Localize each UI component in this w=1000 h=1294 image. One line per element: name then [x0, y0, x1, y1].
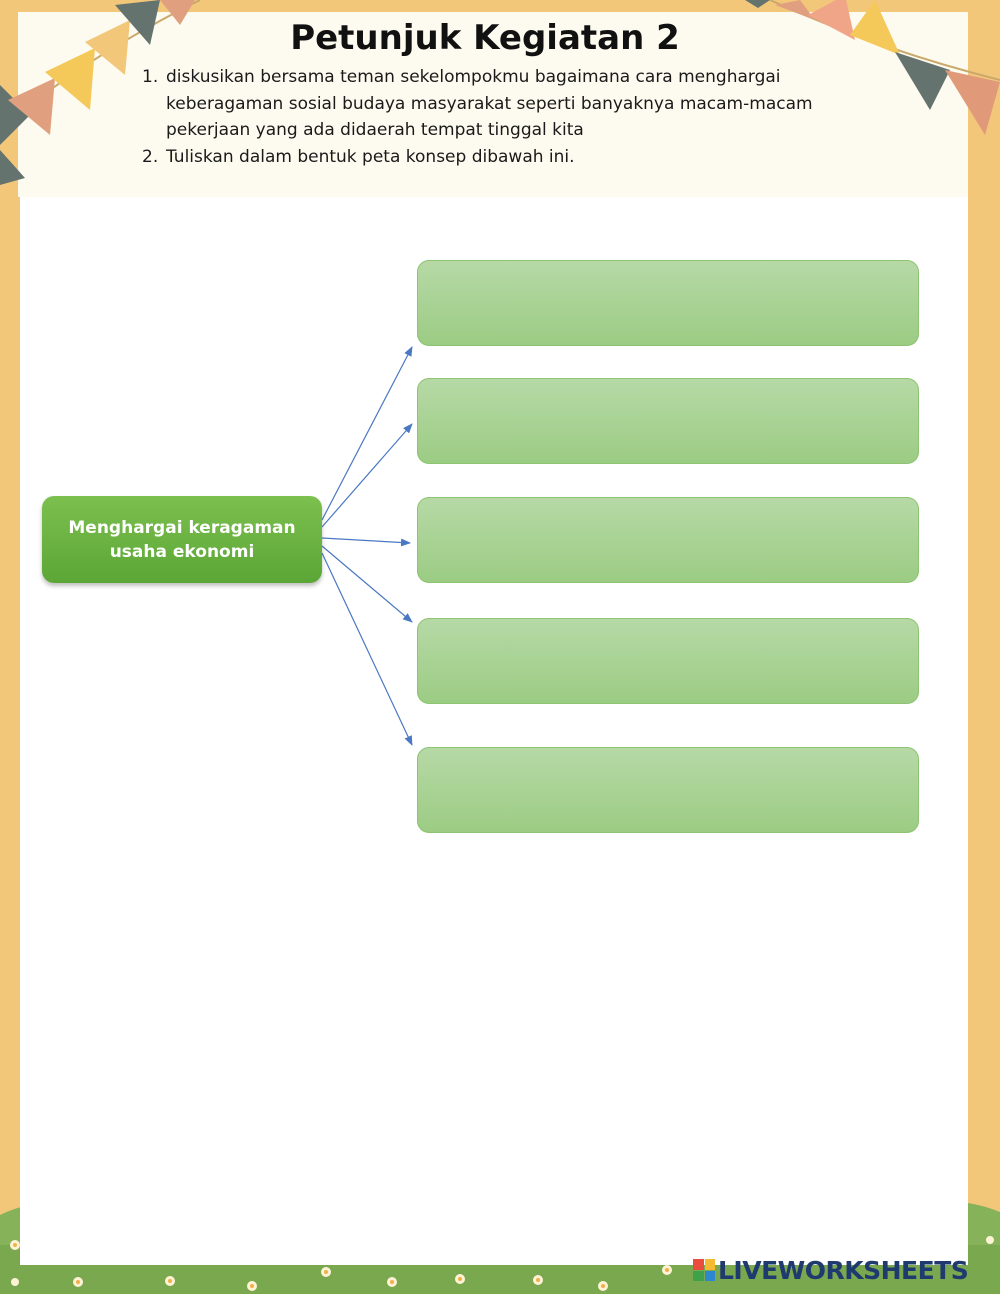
liveworksheets-logo-icon — [693, 1259, 715, 1281]
answer-box-3[interactable] — [417, 497, 919, 583]
instruction-item — [142, 144, 882, 171]
instruction-number: 1. — [142, 67, 159, 87]
instruction-text: Tuliskan dalam bentuk peta konsep dibawah ini. — [166, 146, 575, 167]
instruction-number: 2. — [142, 146, 159, 167]
answer-box-5[interactable] — [417, 747, 919, 833]
worksheet-sheet — [20, 197, 968, 1265]
answer-box-2[interactable] — [417, 378, 919, 464]
answer-box-1[interactable] — [417, 260, 919, 346]
instructions-list — [142, 64, 882, 170]
answer-box-4[interactable] — [417, 618, 919, 704]
page-title: Petunjuk Kegiatan 2 — [290, 18, 680, 58]
logo-text: LIVEWORKSHEETS — [718, 1255, 969, 1285]
instruction-text: diskusikan bersama teman sekelompokmu bagaimana cara menghargai keberagaman sosial budaya masyarakat seperti banyaknya macam-macam pekerjaan yang ada didaerah tempat tinggal kita — [166, 67, 813, 140]
instruction-item — [142, 64, 882, 144]
concept-center-node: Menghargai keragaman usaha ekonomi — [42, 496, 322, 583]
liveworksheets-logo[interactable] — [693, 1252, 968, 1288]
